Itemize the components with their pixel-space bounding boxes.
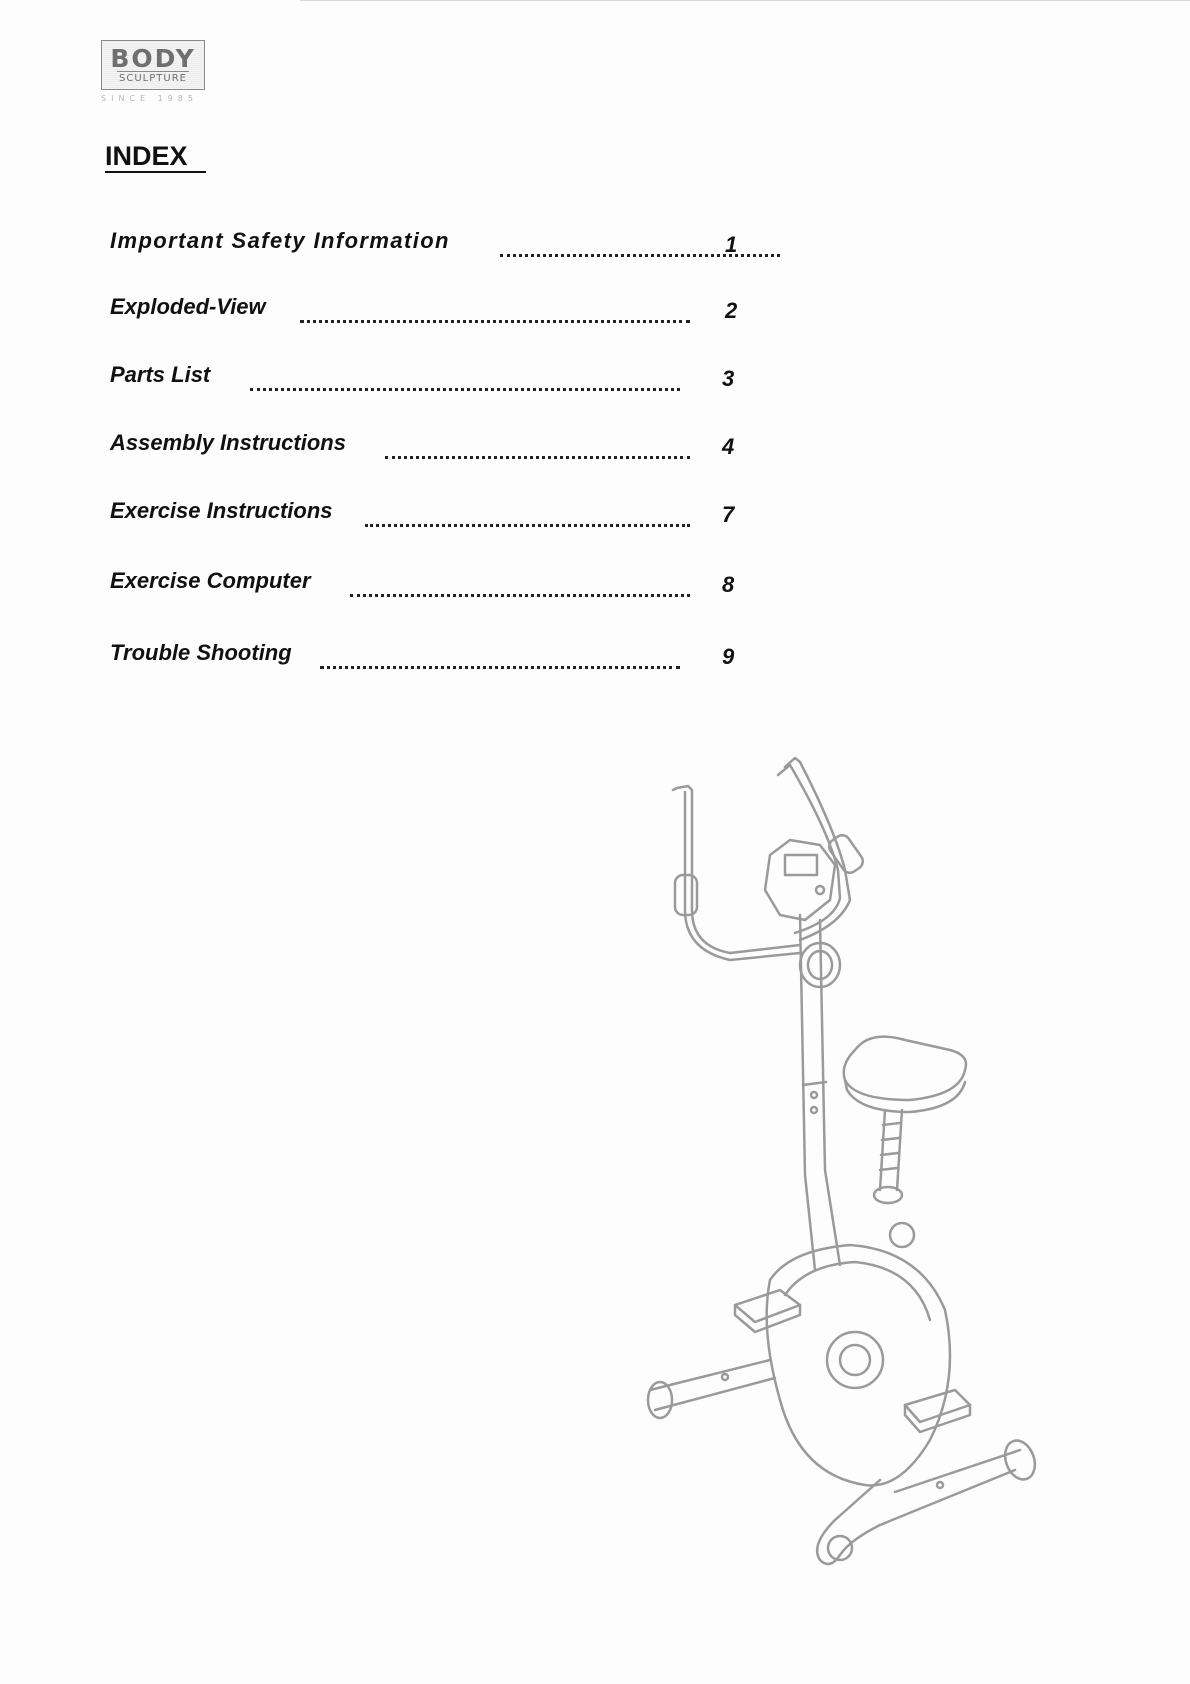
toc-row-exercise-computer[interactable] xyxy=(110,568,740,604)
toc-page-number: 9 xyxy=(722,644,735,669)
rear-stabilizer-top xyxy=(895,1450,1020,1492)
seat-post-left xyxy=(880,1110,885,1190)
toc-page-number: 3 xyxy=(722,366,735,391)
stabilizer-bolt xyxy=(722,1374,728,1380)
logo-main-text: BODY xyxy=(110,43,196,73)
column-bolt xyxy=(811,1092,817,1098)
scan-edge-line xyxy=(300,0,1190,1)
exercise-bike-drawing xyxy=(640,750,1120,1580)
right-handlebar xyxy=(785,758,850,940)
toc-leader-dots xyxy=(350,578,690,597)
toc-label: Exploded-View xyxy=(110,294,266,319)
page-title: INDEX xyxy=(105,141,206,173)
left-handlebar-inner xyxy=(685,792,800,960)
toc-leader-dots xyxy=(320,650,680,669)
toc-page-number: 8 xyxy=(722,572,735,597)
toc-row-exploded-view[interactable] xyxy=(110,294,740,330)
toc-page-number: 1 xyxy=(725,232,738,257)
logo-box xyxy=(101,40,205,90)
console-display xyxy=(785,855,817,875)
toc-label: Exercise Computer xyxy=(110,568,311,593)
seat-post-clamp xyxy=(874,1187,902,1203)
toc-label: Assembly Instructions xyxy=(110,430,346,455)
toc-row-safety[interactable] xyxy=(110,228,740,264)
left-handlebar xyxy=(673,786,800,953)
flywheel-housing xyxy=(767,1245,950,1485)
console-button xyxy=(816,886,824,894)
toc-leader-dots xyxy=(250,372,680,391)
toc-row-parts-list[interactable] xyxy=(110,362,740,398)
toc-leader-dots xyxy=(365,508,690,527)
seat-adjust-knob xyxy=(890,1223,914,1247)
toc-label: Trouble Shooting xyxy=(110,640,292,665)
brand-logo xyxy=(101,40,209,110)
crank-hub xyxy=(827,1332,883,1388)
toc-label: Parts List xyxy=(110,362,211,387)
toc-page-number: 7 xyxy=(722,502,735,527)
toc-leader-dots xyxy=(500,238,780,257)
rear-right-endcap xyxy=(1000,1436,1040,1483)
front-stabilizer-bottom xyxy=(655,1378,775,1410)
toc-row-exercise-instructions[interactable] xyxy=(110,498,740,534)
toc-label: Important Safety Information xyxy=(110,228,450,253)
housing-edge xyxy=(785,1262,930,1320)
console-housing xyxy=(765,840,835,920)
exercise-bike-illustration xyxy=(640,750,1120,1580)
crank-hub-inner xyxy=(840,1345,870,1375)
toc-page-number: 2 xyxy=(725,298,738,323)
logo-sub-text: SCULPTURE xyxy=(119,72,187,84)
stabilizer-bolt xyxy=(937,1482,943,1488)
toc-label: Exercise Instructions xyxy=(110,498,333,523)
seat-base xyxy=(845,1080,965,1112)
toc-leader-dots xyxy=(300,304,690,323)
toc-page-number: 4 xyxy=(722,434,735,459)
logo-since-text: SINCE 1985 xyxy=(101,94,198,103)
toc-leader-dots xyxy=(385,440,690,459)
toc-row-assembly[interactable] xyxy=(110,430,740,466)
toc-row-trouble-shooting[interactable] xyxy=(110,640,740,676)
column-bolt xyxy=(811,1107,817,1113)
seat-cushion xyxy=(844,1037,966,1100)
bike-strokes xyxy=(648,758,1040,1564)
